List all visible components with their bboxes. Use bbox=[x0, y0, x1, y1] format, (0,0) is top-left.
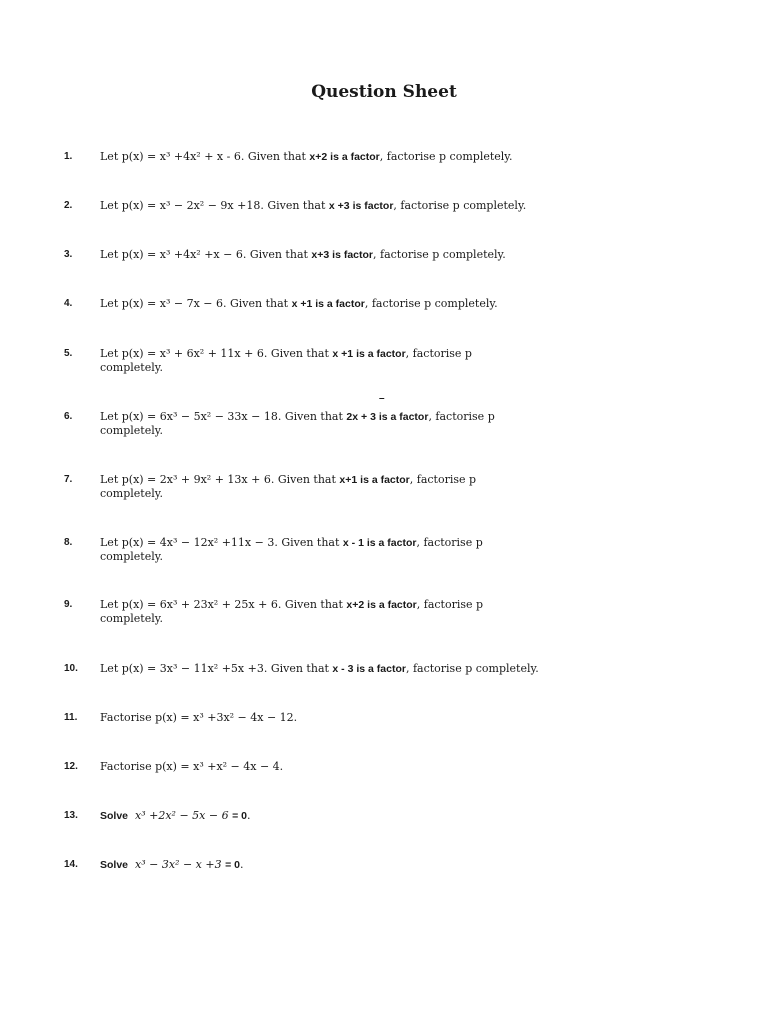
question-text: Let p(x) = x³ +4x² + x - 6. Given that x+2 is a factor, factorise p completely. bbox=[100, 150, 513, 163]
question-text: Let p(x) = x³ +4x² +x − 6. Given that x+3 is factor, factorise p completely. bbox=[100, 248, 506, 261]
question-text: Let p(x) = x³ + 6x² + 11x + 6. Given that x +1 is a factor, factorise p completely. bbox=[100, 347, 472, 374]
question-number: 14. bbox=[64, 859, 78, 870]
question-text: Factorise p(x) = x³ +3x² − 4x − 12. bbox=[100, 711, 298, 724]
question-text: Factorise p(x) = x³ +x² − 4x − 4. bbox=[100, 760, 284, 773]
question-text: Let p(x) = x³ − 2x² − 9x +18. Given that x +3 is factor, factorise p completely. bbox=[100, 199, 527, 212]
question-number: 13. bbox=[64, 810, 78, 821]
question-number: 6. bbox=[64, 411, 73, 422]
question-number: 11. bbox=[64, 712, 78, 723]
question-number: 12. bbox=[64, 761, 78, 772]
question-number: 10. bbox=[64, 663, 78, 674]
question-number: 4. bbox=[64, 298, 73, 309]
question-text: Let p(x) = 6x³ − 5x² − 33x − 18. Given that 2x + 3 is a factor, factorise p completely. bbox=[100, 410, 495, 437]
question-number: 9. bbox=[64, 599, 73, 610]
question-text: Solve x³ +2x² − 5x − 6 = 0. bbox=[100, 809, 251, 822]
question-number: 1. bbox=[64, 151, 73, 162]
question-number: 8. bbox=[64, 537, 73, 548]
question-text: Let p(x) = 6x³ + 23x² + 25x + 6. Given that x+2 is a factor, factorise p completely. bbox=[100, 598, 484, 625]
question-text: Let p(x) = 4x³ − 12x² +11x − 3. Given that x - 1 is a factor, factorise p completely. bbox=[100, 536, 483, 563]
question-text: Let p(x) = 2x³ + 9x² + 13x + 6. Given that x+1 is a factor, factorise p completely. bbox=[100, 473, 477, 500]
stray-mark: – bbox=[379, 393, 385, 404]
page-title: Question Sheet bbox=[311, 82, 457, 102]
question-number: 2. bbox=[64, 200, 73, 211]
question-number: 3. bbox=[64, 249, 73, 260]
question-number: 7. bbox=[64, 474, 73, 485]
question-text: Solve x³ − 3x² − x +3 = 0. bbox=[100, 858, 244, 871]
question-number: 5. bbox=[64, 348, 73, 359]
question-text: Let p(x) = x³ − 7x − 6. Given that x +1 is a factor, factorise p completely. bbox=[100, 297, 498, 310]
question-text: Let p(x) = 3x³ − 11x² +5x +3. Given that x - 3 is a factor, factorise p completely. bbox=[100, 662, 539, 675]
